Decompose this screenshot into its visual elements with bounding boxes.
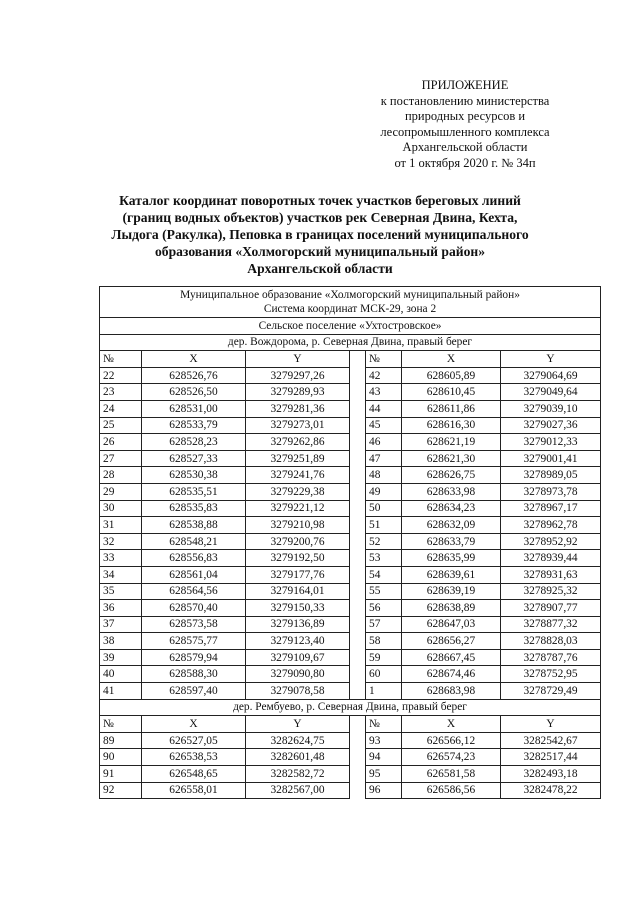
- table-row: [100, 417, 601, 434]
- x-coordinate: 628611,86: [402, 400, 501, 417]
- point-number: 91: [100, 766, 142, 783]
- x-coordinate: 628533,79: [142, 417, 246, 434]
- point-number: 57: [366, 616, 402, 633]
- x-coordinate: 628527,33: [142, 450, 246, 467]
- y-coordinate: 3279109,67: [246, 649, 350, 666]
- x-coordinate: 628526,76: [142, 367, 246, 384]
- y-coordinate: 3279262,86: [246, 434, 350, 451]
- column-header-y: Y: [501, 716, 601, 733]
- point-number: 59: [366, 649, 402, 666]
- x-coordinate: 628632,09: [402, 517, 501, 534]
- point-number: 44: [366, 400, 402, 417]
- column-gap: [350, 500, 366, 517]
- y-coordinate: 3279012,33: [501, 434, 601, 451]
- y-coordinate: 3278752,95: [501, 666, 601, 683]
- table-row: [100, 782, 601, 799]
- point-number: 43: [366, 384, 402, 401]
- point-number: 93: [366, 732, 402, 749]
- x-coordinate: 628538,88: [142, 517, 246, 534]
- x-coordinate: 626581,58: [402, 766, 501, 783]
- y-coordinate: 3279251,89: [246, 450, 350, 467]
- document-title: [90, 192, 550, 277]
- appendix-line: лесопромышленного комплекса: [380, 124, 550, 139]
- table-row: [100, 633, 601, 650]
- point-number: 31: [100, 517, 142, 534]
- y-coordinate: 3278973,78: [501, 483, 601, 500]
- column-gap: [350, 434, 366, 451]
- y-coordinate: 3278952,92: [501, 533, 601, 550]
- table-row: [100, 450, 601, 467]
- point-number: 89: [100, 732, 142, 749]
- column-gap: [350, 766, 366, 783]
- point-number: 40: [100, 666, 142, 683]
- y-coordinate: 3279273,01: [246, 417, 350, 434]
- title-line: Архангельской области: [247, 261, 393, 276]
- table-row: [100, 600, 601, 617]
- table-row: [100, 550, 601, 567]
- point-number: 54: [366, 566, 402, 583]
- x-coordinate: 626527,05: [142, 732, 246, 749]
- x-coordinate: 628633,98: [402, 483, 501, 500]
- column-gap: [350, 633, 366, 650]
- point-number: 94: [366, 749, 402, 766]
- table-header-cell: [100, 287, 601, 318]
- x-coordinate: 626558,01: [142, 782, 246, 799]
- point-number: 33: [100, 550, 142, 567]
- table-row: [100, 500, 601, 517]
- x-coordinate: 626586,56: [402, 782, 501, 799]
- x-coordinate: 628548,21: [142, 533, 246, 550]
- section-title: дер. Рембуево, р. Северная Двина, правый берег: [100, 699, 601, 716]
- point-number: 92: [100, 782, 142, 799]
- column-header-row: [100, 351, 601, 368]
- table-row: [100, 467, 601, 484]
- appendix-line: природных ресурсов и: [404, 109, 526, 124]
- table-row: [100, 400, 601, 417]
- y-coordinate: 3278962,78: [501, 517, 601, 534]
- point-number: 36: [100, 600, 142, 617]
- point-number: 96: [366, 782, 402, 799]
- column-gap: [350, 351, 366, 368]
- settlement-label: Сельское поселение «Ухтостровское»: [100, 318, 601, 335]
- y-coordinate: 3279221,12: [246, 500, 350, 517]
- y-coordinate: 3278787,76: [501, 649, 601, 666]
- title-line: (границ водных объектов) участков рек Северная Двина, Кехта,: [122, 210, 518, 225]
- column-gap: [350, 683, 366, 700]
- column-gap: [350, 749, 366, 766]
- appendix-line: ПРИЛОЖЕНИЕ: [421, 78, 509, 92]
- table-row: [100, 434, 601, 451]
- y-coordinate: 3278877,32: [501, 616, 601, 633]
- table-row: [100, 666, 601, 683]
- x-coordinate: 628647,03: [402, 616, 501, 633]
- column-header-x: X: [402, 716, 501, 733]
- x-coordinate: 628575,77: [142, 633, 246, 650]
- column-gap: [350, 533, 366, 550]
- point-number: 41: [100, 683, 142, 700]
- y-coordinate: 3279200,76: [246, 533, 350, 550]
- column-gap: [350, 384, 366, 401]
- column-gap: [350, 483, 366, 500]
- y-coordinate: 3279039,10: [501, 400, 601, 417]
- y-coordinate: 3278907,77: [501, 600, 601, 617]
- column-header-num: №: [100, 716, 142, 733]
- x-coordinate: 628674,46: [402, 666, 501, 683]
- column-gap: [350, 782, 366, 799]
- x-coordinate: 628635,99: [402, 550, 501, 567]
- section-title-row: [100, 334, 601, 351]
- coordinates-table: [99, 286, 601, 799]
- y-coordinate: 3279027,36: [501, 417, 601, 434]
- column-header-num: №: [366, 351, 402, 368]
- x-coordinate: 628634,23: [402, 500, 501, 517]
- appendix-block: [330, 78, 600, 172]
- point-number: 52: [366, 533, 402, 550]
- table-row: [100, 566, 601, 583]
- y-coordinate: 3278925,32: [501, 583, 601, 600]
- point-number: 48: [366, 467, 402, 484]
- table-row: [100, 583, 601, 600]
- table-row: [100, 766, 601, 783]
- point-number: 58: [366, 633, 402, 650]
- x-coordinate: 628605,89: [402, 367, 501, 384]
- column-header-y: Y: [246, 351, 350, 368]
- column-header-x: X: [402, 351, 501, 368]
- y-coordinate: 3279164,01: [246, 583, 350, 600]
- x-coordinate: 628526,50: [142, 384, 246, 401]
- x-coordinate: 626574,23: [402, 749, 501, 766]
- y-coordinate: 3279281,36: [246, 400, 350, 417]
- y-coordinate: 3279229,38: [246, 483, 350, 500]
- point-number: 46: [366, 434, 402, 451]
- column-gap: [350, 666, 366, 683]
- point-number: 32: [100, 533, 142, 550]
- y-coordinate: 3279192,50: [246, 550, 350, 567]
- column-header-num: №: [366, 716, 402, 733]
- y-coordinate: 3282517,44: [501, 749, 601, 766]
- table-row: [100, 732, 601, 749]
- y-coordinate: 3282542,67: [501, 732, 601, 749]
- point-number: 1: [366, 683, 402, 700]
- point-number: 24: [100, 400, 142, 417]
- x-coordinate: 628530,38: [142, 467, 246, 484]
- x-coordinate: 628639,61: [402, 566, 501, 583]
- y-coordinate: 3282567,00: [246, 782, 350, 799]
- x-coordinate: 628561,04: [142, 566, 246, 583]
- x-coordinate: 628579,94: [142, 649, 246, 666]
- x-coordinate: 626538,53: [142, 749, 246, 766]
- point-number: 53: [366, 550, 402, 567]
- y-coordinate: 3279049,64: [501, 384, 601, 401]
- x-coordinate: 628556,83: [142, 550, 246, 567]
- column-gap: [350, 450, 366, 467]
- y-coordinate: 3279001,41: [501, 450, 601, 467]
- column-header-row: [100, 716, 601, 733]
- point-number: 47: [366, 450, 402, 467]
- point-number: 26: [100, 434, 142, 451]
- appendix-line: Архангельской области: [402, 140, 528, 155]
- x-coordinate: 628610,45: [402, 384, 501, 401]
- section-title-row: [100, 699, 601, 716]
- point-number: 38: [100, 633, 142, 650]
- column-header-num: №: [100, 351, 142, 368]
- x-coordinate: 628621,19: [402, 434, 501, 451]
- column-header-x: X: [142, 351, 246, 368]
- column-gap: [350, 616, 366, 633]
- point-number: 27: [100, 450, 142, 467]
- y-coordinate: 3282493,18: [501, 766, 601, 783]
- y-coordinate: 3282624,75: [246, 732, 350, 749]
- x-coordinate: 628597,40: [142, 683, 246, 700]
- column-gap: [350, 566, 366, 583]
- x-coordinate: 626548,65: [142, 766, 246, 783]
- x-coordinate: 628573,58: [142, 616, 246, 633]
- point-number: 35: [100, 583, 142, 600]
- x-coordinate: 628564,56: [142, 583, 246, 600]
- column-gap: [350, 649, 366, 666]
- column-gap: [350, 417, 366, 434]
- title-line: Каталог координат поворотных точек участков береговых линий: [119, 193, 521, 208]
- x-coordinate: 626566,12: [402, 732, 501, 749]
- column-gap: [350, 467, 366, 484]
- table-row: [100, 384, 601, 401]
- table-row: [100, 616, 601, 633]
- y-coordinate: 3279150,33: [246, 600, 350, 617]
- table-row: [100, 367, 601, 384]
- x-coordinate: 628535,83: [142, 500, 246, 517]
- x-coordinate: 628683,98: [402, 683, 501, 700]
- x-coordinate: 628621,30: [402, 450, 501, 467]
- column-header-x: X: [142, 716, 246, 733]
- point-number: 28: [100, 467, 142, 484]
- x-coordinate: 628535,51: [142, 483, 246, 500]
- y-coordinate: 3278967,17: [501, 500, 601, 517]
- y-coordinate: 3279064,69: [501, 367, 601, 384]
- y-coordinate: 3279078,58: [246, 683, 350, 700]
- y-coordinate: 3282601,48: [246, 749, 350, 766]
- y-coordinate: 3278989,05: [501, 467, 601, 484]
- table-row: [100, 683, 601, 700]
- y-coordinate: 3278931,63: [501, 566, 601, 583]
- y-coordinate: 3282478,22: [501, 782, 601, 799]
- column-gap: [350, 400, 366, 417]
- point-number: 42: [366, 367, 402, 384]
- x-coordinate: 628638,89: [402, 600, 501, 617]
- point-number: 25: [100, 417, 142, 434]
- point-number: 50: [366, 500, 402, 517]
- point-number: 49: [366, 483, 402, 500]
- settlement-row: [100, 318, 601, 335]
- column-gap: [350, 600, 366, 617]
- column-gap: [350, 732, 366, 749]
- column-gap: [350, 517, 366, 534]
- y-coordinate: 3279210,98: [246, 517, 350, 534]
- table-row: [100, 517, 601, 534]
- appendix-line: к постановлению министерства: [380, 93, 550, 108]
- y-coordinate: 3279123,40: [246, 633, 350, 650]
- point-number: 34: [100, 566, 142, 583]
- point-number: 90: [100, 749, 142, 766]
- x-coordinate: 628639,19: [402, 583, 501, 600]
- point-number: 39: [100, 649, 142, 666]
- municipality-label: Муниципальное образование «Холмогорский муниципальный район»: [180, 289, 520, 301]
- table-row: [100, 533, 601, 550]
- point-number: 56: [366, 600, 402, 617]
- point-number: 30: [100, 500, 142, 517]
- x-coordinate: 628633,79: [402, 533, 501, 550]
- y-coordinate: 3282582,72: [246, 766, 350, 783]
- point-number: 95: [366, 766, 402, 783]
- point-number: 22: [100, 367, 142, 384]
- point-number: 51: [366, 517, 402, 534]
- y-coordinate: 3278939,44: [501, 550, 601, 567]
- y-coordinate: 3278729,49: [501, 683, 601, 700]
- coordinates-table-body: [100, 287, 601, 799]
- column-header-y: Y: [501, 351, 601, 368]
- point-number: 55: [366, 583, 402, 600]
- table-row: [100, 749, 601, 766]
- y-coordinate: 3279297,26: [246, 367, 350, 384]
- y-coordinate: 3279241,76: [246, 467, 350, 484]
- x-coordinate: 628656,27: [402, 633, 501, 650]
- y-coordinate: 3279090,80: [246, 666, 350, 683]
- y-coordinate: 3279136,89: [246, 616, 350, 633]
- column-gap: [350, 367, 366, 384]
- x-coordinate: 628616,30: [402, 417, 501, 434]
- x-coordinate: 628528,23: [142, 434, 246, 451]
- y-coordinate: 3279289,93: [246, 384, 350, 401]
- table-row: [100, 649, 601, 666]
- x-coordinate: 628531,00: [142, 400, 246, 417]
- table-row: [100, 483, 601, 500]
- x-coordinate: 628667,45: [402, 649, 501, 666]
- column-gap: [350, 716, 366, 733]
- y-coordinate: 3278828,03: [501, 633, 601, 650]
- column-gap: [350, 550, 366, 567]
- appendix-line: от 1 октября 2020 г. № 34п: [394, 155, 536, 170]
- x-coordinate: 628570,40: [142, 600, 246, 617]
- column-gap: [350, 583, 366, 600]
- column-header-y: Y: [246, 716, 350, 733]
- point-number: 29: [100, 483, 142, 500]
- section-title: дер. Вождорома, р. Северная Двина, правый берег: [100, 334, 601, 351]
- point-number: 23: [100, 384, 142, 401]
- title-line: Лыдога (Ракулка), Пеповка в границах поселений муниципального: [111, 227, 529, 242]
- point-number: 45: [366, 417, 402, 434]
- title-line: образования «Холмогорский муниципальный район»: [154, 244, 486, 259]
- point-number: 37: [100, 616, 142, 633]
- x-coordinate: 628626,75: [402, 467, 501, 484]
- y-coordinate: 3279177,76: [246, 566, 350, 583]
- table-header-row: [100, 287, 601, 318]
- point-number: 60: [366, 666, 402, 683]
- x-coordinate: 628588,30: [142, 666, 246, 683]
- coordinate-system-label: Система координат МСК-29, зона 2: [263, 303, 437, 315]
